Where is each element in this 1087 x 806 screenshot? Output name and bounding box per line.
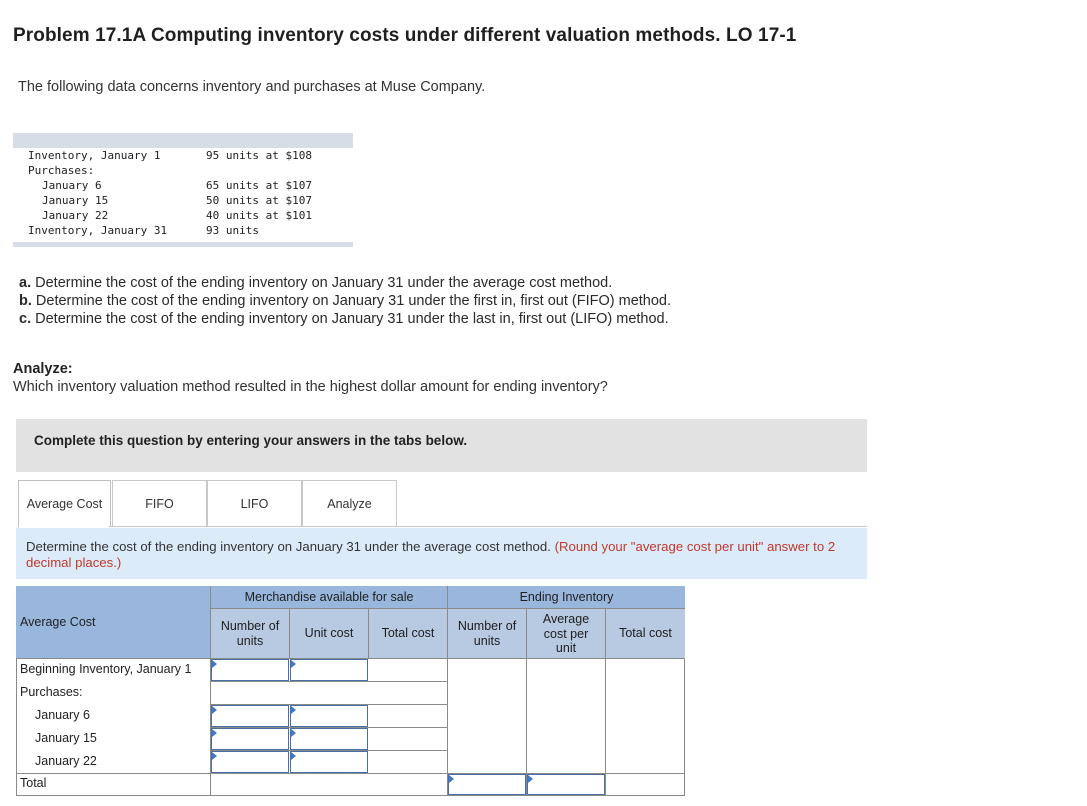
row-label-purchases: Purchases: [20, 685, 83, 699]
col-ei-total-cost: Total cost [605, 608, 685, 658]
col-unit-cost: Unit cost [289, 608, 368, 658]
rounding-note: (Round your "average cost per unit" answer to 2 decimal places.) [26, 539, 836, 570]
inventory-data-table [13, 133, 353, 247]
col-average-cost-per-unit: Average cost per unit [526, 608, 605, 658]
input-jan15-unit-cost[interactable] [290, 728, 368, 750]
col-total-cost: Total cost [368, 608, 447, 658]
row-label: January 15 [42, 194, 109, 207]
input-average-cost-per-unit[interactable] [527, 774, 605, 795]
table-row [13, 148, 353, 163]
row-label-beginning: Beginning Inventory, January 1 [20, 662, 192, 676]
input-jan6-unit-cost[interactable] [290, 705, 368, 727]
grid-line [684, 658, 685, 796]
table-row [13, 178, 353, 193]
table-row [13, 193, 353, 208]
tab-average-cost[interactable]: Average Cost [18, 480, 111, 527]
grid-line [16, 658, 17, 796]
table-row [13, 163, 353, 178]
row-value: 40 units at $101 [206, 209, 312, 222]
table-bottom-bar [13, 242, 353, 247]
input-beginning-units[interactable] [211, 659, 289, 681]
group-header-available: Merchandise available for sale [210, 586, 447, 608]
tab-analyze[interactable]: Analyze [302, 480, 397, 527]
input-jan22-unit-cost[interactable] [290, 751, 368, 773]
instruction-text: Determine the cost of the ending inventory on January 31 under the average cost method. (Round your "average cost per unit" answer to 2 decimal places.) [26, 539, 836, 570]
tab-fifo[interactable]: FIFO [112, 480, 207, 527]
row-label-jan22: January 22 [35, 754, 97, 768]
tab-instruction-panel [16, 528, 867, 579]
grid-line [210, 681, 447, 682]
row-label: Inventory, January 1 [28, 149, 161, 162]
col-number-units: Number of units [210, 608, 289, 658]
analyze-question: Which inventory valuation method resulted in the highest dollar amount for ending inventory? [13, 379, 608, 395]
input-ending-units[interactable] [448, 774, 526, 795]
tab-lifo[interactable]: LIFO [207, 480, 302, 527]
instructions-banner [16, 419, 867, 472]
table-row [13, 208, 353, 223]
row-label: January 6 [42, 179, 102, 192]
row-value: 95 units at $108 [206, 149, 312, 162]
row-label: Inventory, January 31 [28, 224, 168, 237]
row-label: Purchases: [28, 164, 95, 177]
row-label-jan6: January 6 [35, 708, 90, 722]
intro-text: The following data concerns inventory and purchases at Muse Company. [18, 79, 486, 95]
tab-divider [109, 526, 867, 527]
row-value: 65 units at $107 [206, 179, 312, 192]
input-beginning-unit-cost[interactable] [290, 659, 368, 681]
col-ei-number-units: Number of units [447, 608, 526, 658]
part-c: c. Determine the cost of the ending inventory on January 31 under the last in, first out (LIFO) method. [19, 311, 669, 327]
table-row [13, 223, 353, 238]
average-cost-answer-table [16, 586, 685, 796]
row-label-jan15: January 15 [35, 731, 97, 745]
problem-parts [19, 274, 671, 328]
input-jan22-units[interactable] [211, 751, 289, 773]
part-b: b. Determine the cost of the ending inventory on January 31 under the first in, first out (FIFO) method. [19, 293, 672, 309]
row-value: 50 units at $107 [206, 194, 312, 207]
part-a: a. Determine the cost of the ending inventory on January 31 under the average cost method. [19, 275, 613, 291]
row-value: 93 units [206, 224, 259, 237]
row-label: January 22 [42, 209, 109, 222]
problem-title: Problem 17.1A Computing inventory costs under different valuation methods. LO 17-1 [13, 25, 797, 46]
grid-line [16, 795, 685, 796]
table-top-bar [13, 133, 353, 148]
corner-header: Average Cost [16, 586, 210, 658]
analyze-heading: Analyze: [13, 361, 73, 377]
input-jan15-units[interactable] [211, 728, 289, 750]
instructions-text: Complete this question by entering your answers in the tabs below. [34, 433, 468, 448]
row-label-total: Total [20, 776, 47, 790]
input-jan6-units[interactable] [211, 705, 289, 727]
grid-line [605, 658, 606, 796]
group-header-ending: Ending Inventory [447, 586, 685, 608]
